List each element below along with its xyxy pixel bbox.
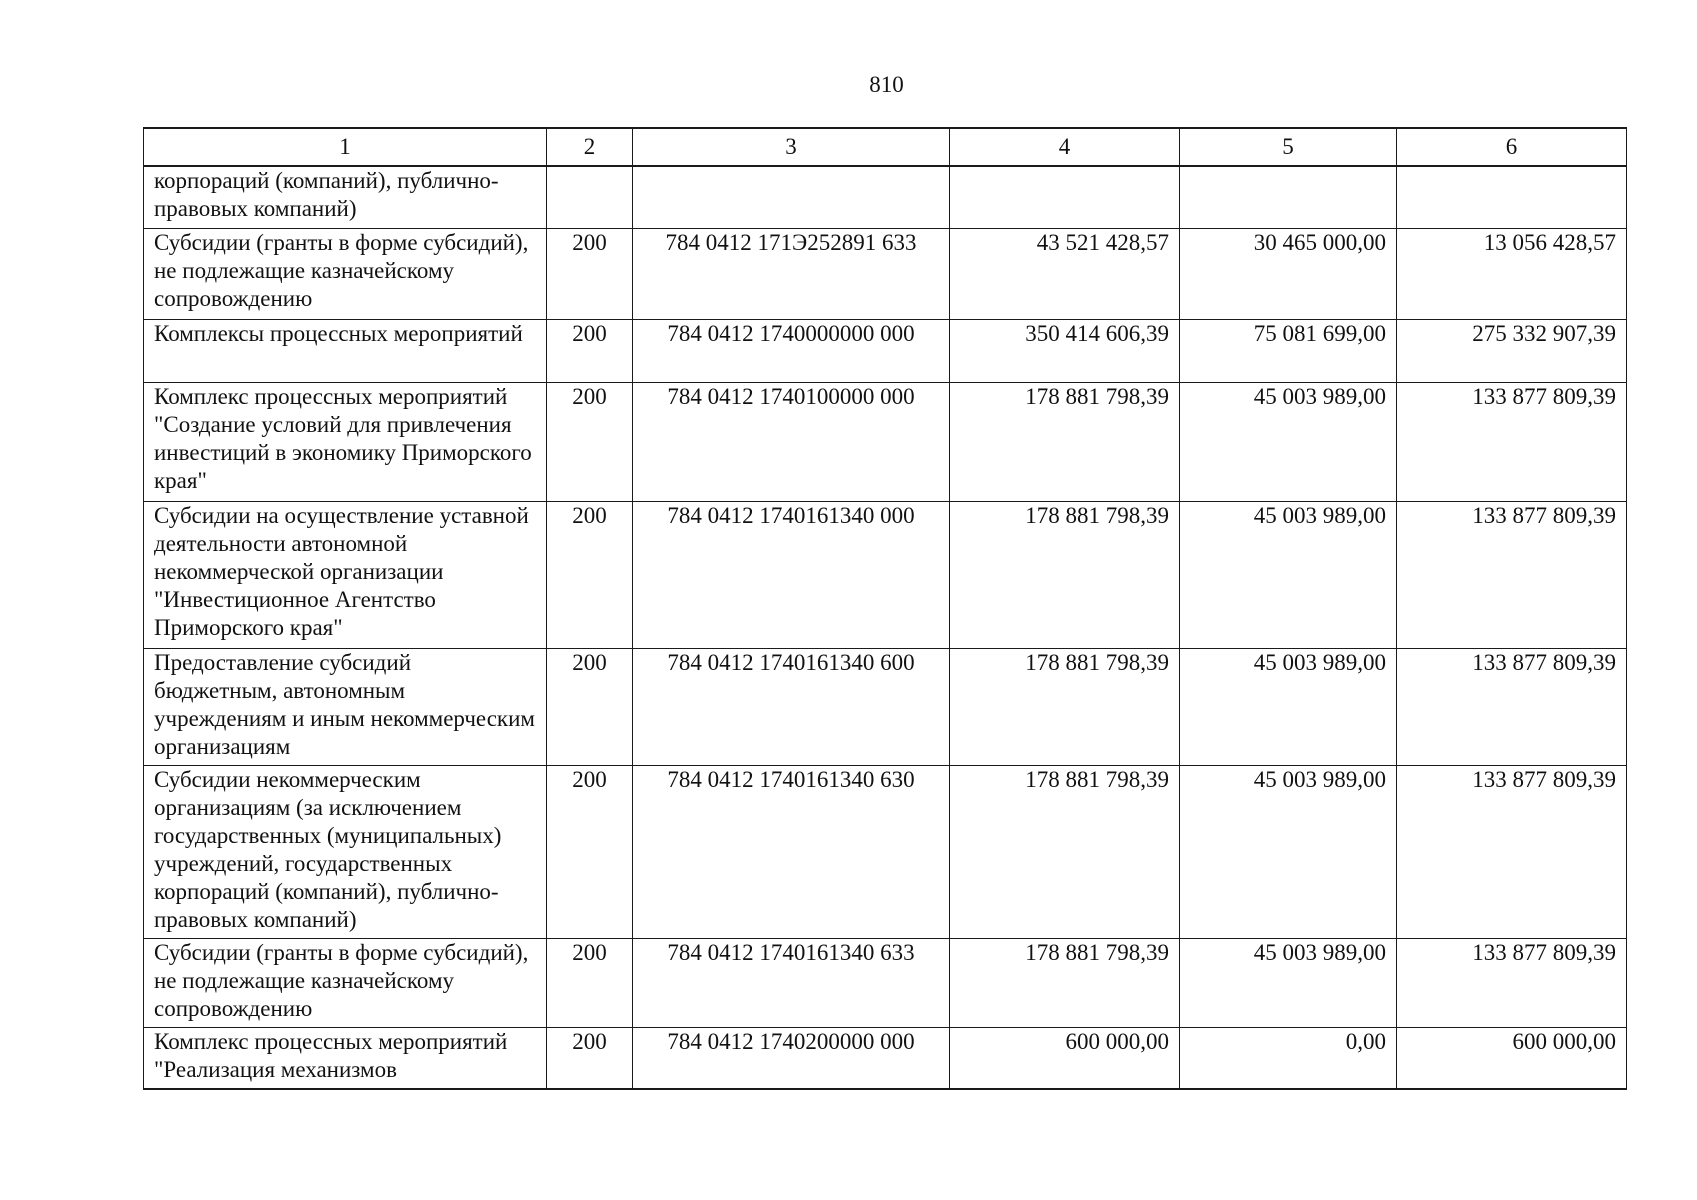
row-classification: 784 0412 1740161340 000 (633, 501, 950, 648)
table-row (144, 501, 1627, 648)
table-row (144, 1027, 1627, 1089)
row-regional: 133 877 809,39 (1397, 382, 1627, 501)
row-code: 200 (547, 501, 633, 648)
column-header: 6 (1397, 128, 1627, 166)
table-row (144, 765, 1627, 938)
row-regional: 13 056 428,57 (1397, 228, 1627, 319)
row-federal: 45 003 989,00 (1180, 382, 1397, 501)
row-total: 178 881 798,39 (950, 501, 1180, 648)
row-classification (633, 166, 950, 228)
row-code: 200 (547, 1027, 633, 1089)
row-code: 200 (547, 319, 633, 382)
row-name: Комплекс процессных мероприятий "Реализация механизмов (144, 1027, 547, 1089)
row-code: 200 (547, 938, 633, 1027)
column-header: 5 (1180, 128, 1397, 166)
row-code (547, 166, 633, 228)
row-code: 200 (547, 648, 633, 765)
table-row (144, 319, 1627, 382)
column-header: 4 (950, 128, 1180, 166)
row-classification: 784 0412 1740000000 000 (633, 319, 950, 382)
row-federal: 45 003 989,00 (1180, 501, 1397, 648)
row-code: 200 (547, 382, 633, 501)
row-total: 43 521 428,57 (950, 228, 1180, 319)
row-classification: 784 0412 1740200000 000 (633, 1027, 950, 1089)
row-total: 600 000,00 (950, 1027, 1180, 1089)
row-total: 178 881 798,39 (950, 938, 1180, 1027)
row-regional: 133 877 809,39 (1397, 938, 1627, 1027)
row-name: Предоставление субсидий бюджетным, автономным учреждениям и иным некоммерческим организациям (144, 648, 547, 765)
table-row (144, 648, 1627, 765)
row-regional: 133 877 809,39 (1397, 501, 1627, 648)
row-name: Субсидии (гранты в форме субсидий), не подлежащие казначейскому сопровождению (144, 938, 547, 1027)
row-total: 178 881 798,39 (950, 765, 1180, 938)
table-row (144, 166, 1627, 228)
row-classification: 784 0412 171Э252891 633 (633, 228, 950, 319)
row-regional (1397, 166, 1627, 228)
row-federal: 75 081 699,00 (1180, 319, 1397, 382)
page-number: 810 (869, 72, 904, 97)
column-header: 1 (144, 128, 547, 166)
row-total (950, 166, 1180, 228)
column-number-row (144, 128, 1627, 166)
table-row (144, 382, 1627, 501)
row-total: 178 881 798,39 (950, 648, 1180, 765)
row-total: 350 414 606,39 (950, 319, 1180, 382)
row-total: 178 881 798,39 (950, 382, 1180, 501)
row-code: 200 (547, 765, 633, 938)
row-federal: 30 465 000,00 (1180, 228, 1397, 319)
row-classification: 784 0412 1740161340 633 (633, 938, 950, 1027)
row-federal: 45 003 989,00 (1180, 938, 1397, 1027)
row-federal: 0,00 (1180, 1027, 1397, 1089)
row-classification: 784 0412 1740161340 600 (633, 648, 950, 765)
column-header: 2 (547, 128, 633, 166)
budget-table (143, 127, 1627, 1090)
row-name: Субсидии на осуществление уставной деятельности автономной некоммерческой организации "Инвестиционное Агентство Приморского края" (144, 501, 547, 648)
row-regional: 600 000,00 (1397, 1027, 1627, 1089)
row-federal: 45 003 989,00 (1180, 765, 1397, 938)
row-regional: 133 877 809,39 (1397, 765, 1627, 938)
row-regional: 275 332 907,39 (1397, 319, 1627, 382)
row-federal (1180, 166, 1397, 228)
row-name: Комплексы процессных мероприятий (144, 319, 547, 382)
row-name: Субсидии некоммерческим организациям (за исключением государственных (муниципальных) учреждений, государственных корпораций (компаний), публично-правовых компаний) (144, 765, 547, 938)
row-classification: 784 0412 1740161340 630 (633, 765, 950, 938)
row-federal: 45 003 989,00 (1180, 648, 1397, 765)
row-code: 200 (547, 228, 633, 319)
column-header: 3 (633, 128, 950, 166)
row-classification: 784 0412 1740100000 000 (633, 382, 950, 501)
row-name: корпораций (компаний), публично-правовых компаний) (144, 166, 547, 228)
row-regional: 133 877 809,39 (1397, 648, 1627, 765)
table-row (144, 228, 1627, 319)
row-name: Субсидии (гранты в форме субсидий), не подлежащие казначейскому сопровождению (144, 228, 547, 319)
row-name: Комплекс процессных мероприятий "Создание условий для привлечения инвестиций в экономику Приморского края" (144, 382, 547, 501)
table-row (144, 938, 1627, 1027)
